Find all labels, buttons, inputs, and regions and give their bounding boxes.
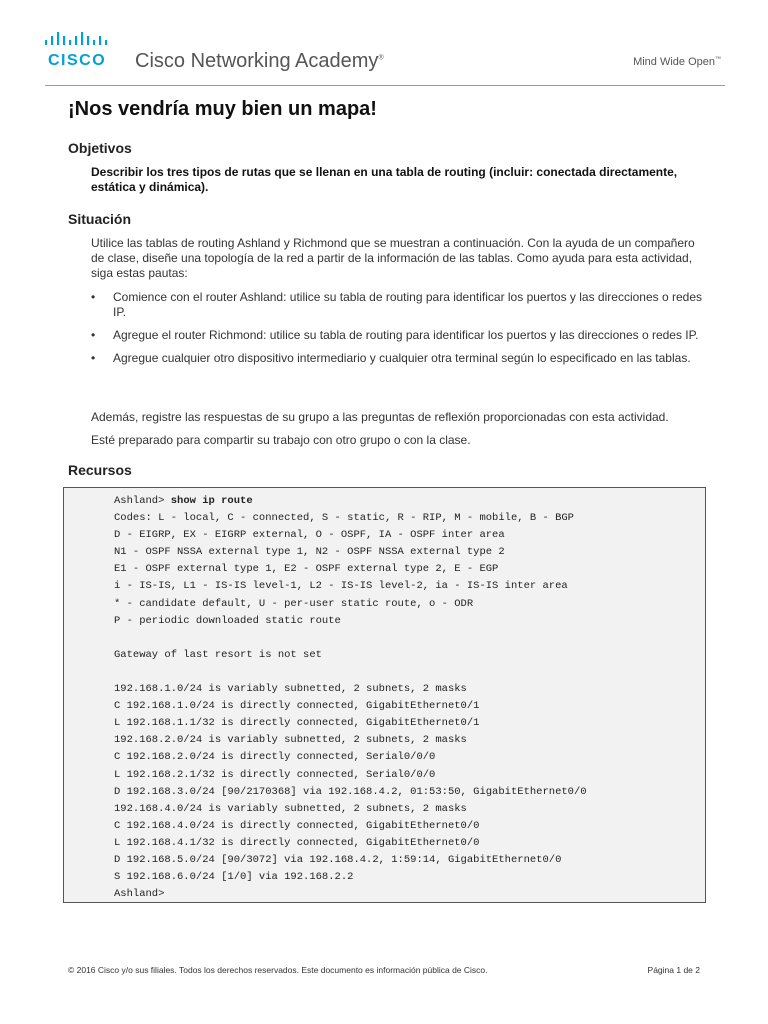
objetivos-heading: Objetivos [68, 140, 132, 156]
code-line: C 192.168.1.0/24 is directly connected, GigabitEthernet0/1 [114, 700, 480, 713]
code-line: P - periodic downloaded static route [114, 614, 341, 627]
objetivos-text: Describir los tres tipos de rutas que se llenan en una tabla de routing (incluir: conectada directamente, estática y dinámica). [91, 165, 678, 194]
code-line: C 192.168.2.0/24 is directly connected, Serial0/0/0 [114, 751, 436, 764]
routing-table-box [63, 487, 706, 903]
situacion-heading: Situación [68, 211, 132, 227]
code-line: L 192.168.2.1/32 is directly connected, Serial0/0/0 [114, 768, 436, 781]
code-line: i - IS-IS, L1 - IS-IS level-1, L2 - IS-IS level-2, ia - IS-IS inter area [114, 580, 568, 593]
bullet-icon: • [91, 290, 96, 304]
code-line: D 192.168.5.0/24 [90/3072] via 192.168.4.2, 1:59:14, GigabitEthernet0/0 [114, 853, 562, 866]
code-line: Codes: L - local, C - connected, S - static, R - RIP, M - mobile, B - BGP [114, 512, 574, 525]
code-line: L 192.168.4.1/32 is directly connected, GigabitEthernet0/0 [114, 836, 480, 849]
code-line: D - EIGRP, EX - EIGRP external, O - OSPF, IA - OSPF inter area [114, 529, 505, 542]
code-line: L 192.168.1.1/32 is directly connected, GigabitEthernet0/1 [114, 717, 480, 730]
footer-copyright: © 2016 Cisco y/o sus filiales. Todos los derechos reservados. Este documento es información pública de Cisco. [68, 965, 488, 975]
bullet-icon: • [91, 328, 96, 342]
header-divider [45, 85, 725, 86]
list-item: • Agregue el router Richmond: utilice su tabla de routing para identificar los puertos y las direcciones o redes IP. [91, 328, 699, 342]
tagline: Mind Wide Open™ [633, 56, 721, 68]
academy-name: Cisco Networking Academy® [135, 50, 384, 72]
code-line: 192.168.1.0/24 is variably subnetted, 2 subnets, 2 masks [114, 683, 467, 696]
cli-command: show ip route [170, 495, 253, 507]
list-item: • Agregue cualquier otro dispositivo intermediario y cualquier otra terminal según lo especificado en las tablas. [91, 351, 691, 365]
situacion-para-record: Además, registre las respuestas de su grupo a las preguntas de reflexión proporcionadas con esta actividad. [91, 410, 669, 424]
code-line: E1 - OSPF external type 1, E2 - OSPF external type 2, E - EGP [114, 563, 499, 576]
cli-prompt: Ashland> [114, 495, 171, 507]
guideline-list [91, 290, 706, 374]
code-line: D 192.168.3.0/24 [90/2170368] via 192.168.4.2, 01:53:50, GigabitEthernet0/0 [114, 785, 587, 798]
code-line: Ashland> [114, 888, 165, 901]
page-title: ¡Nos vendría muy bien un mapa! [68, 98, 377, 120]
cisco-logo-icon [45, 31, 115, 49]
recursos-heading: Recursos [68, 462, 132, 478]
code-line [114, 630, 587, 647]
situacion-para-share: Esté preparado para compartir su trabajo con otro grupo o con la clase. [91, 433, 471, 447]
code-line: S 192.168.6.0/24 [1/0] via 192.168.2.2 [114, 871, 354, 884]
code-line: N1 - OSPF NSSA external type 1, N2 - OSPF NSSA external type 2 [114, 546, 505, 559]
routing-table-output [114, 493, 587, 903]
code-line: 192.168.2.0/24 is variably subnetted, 2 subnets, 2 masks [114, 734, 467, 747]
situacion-intro: Utilice las tablas de routing Ashland y Richmond que se muestran a continuación. Con la ayuda de un compañero de clase, diseñe una topología de la red a partir de la información de las tablas. Como ayuda para esta actividad, siga estas pautas: [91, 236, 695, 280]
footer-page-number: Página 1 de 2 [647, 965, 700, 975]
code-line: C 192.168.4.0/24 is directly connected, GigabitEthernet0/0 [114, 819, 480, 832]
bullet-icon: • [91, 351, 96, 365]
cisco-logo-text: CISCO [48, 52, 107, 69]
command-line [114, 493, 587, 510]
list-item: • Comience con el router Ashland: utilice su tabla de routing para identificar los puertos y las direcciones o redes IP. [91, 290, 702, 319]
page-header [0, 0, 768, 88]
code-line: * - candidate default, U - per-user static route, o - ODR [114, 597, 474, 610]
code-line: 192.168.4.0/24 is variably subnetted, 2 subnets, 2 masks [114, 802, 467, 815]
code-line: Gateway of last resort is not set [114, 648, 322, 661]
code-line [114, 664, 587, 681]
